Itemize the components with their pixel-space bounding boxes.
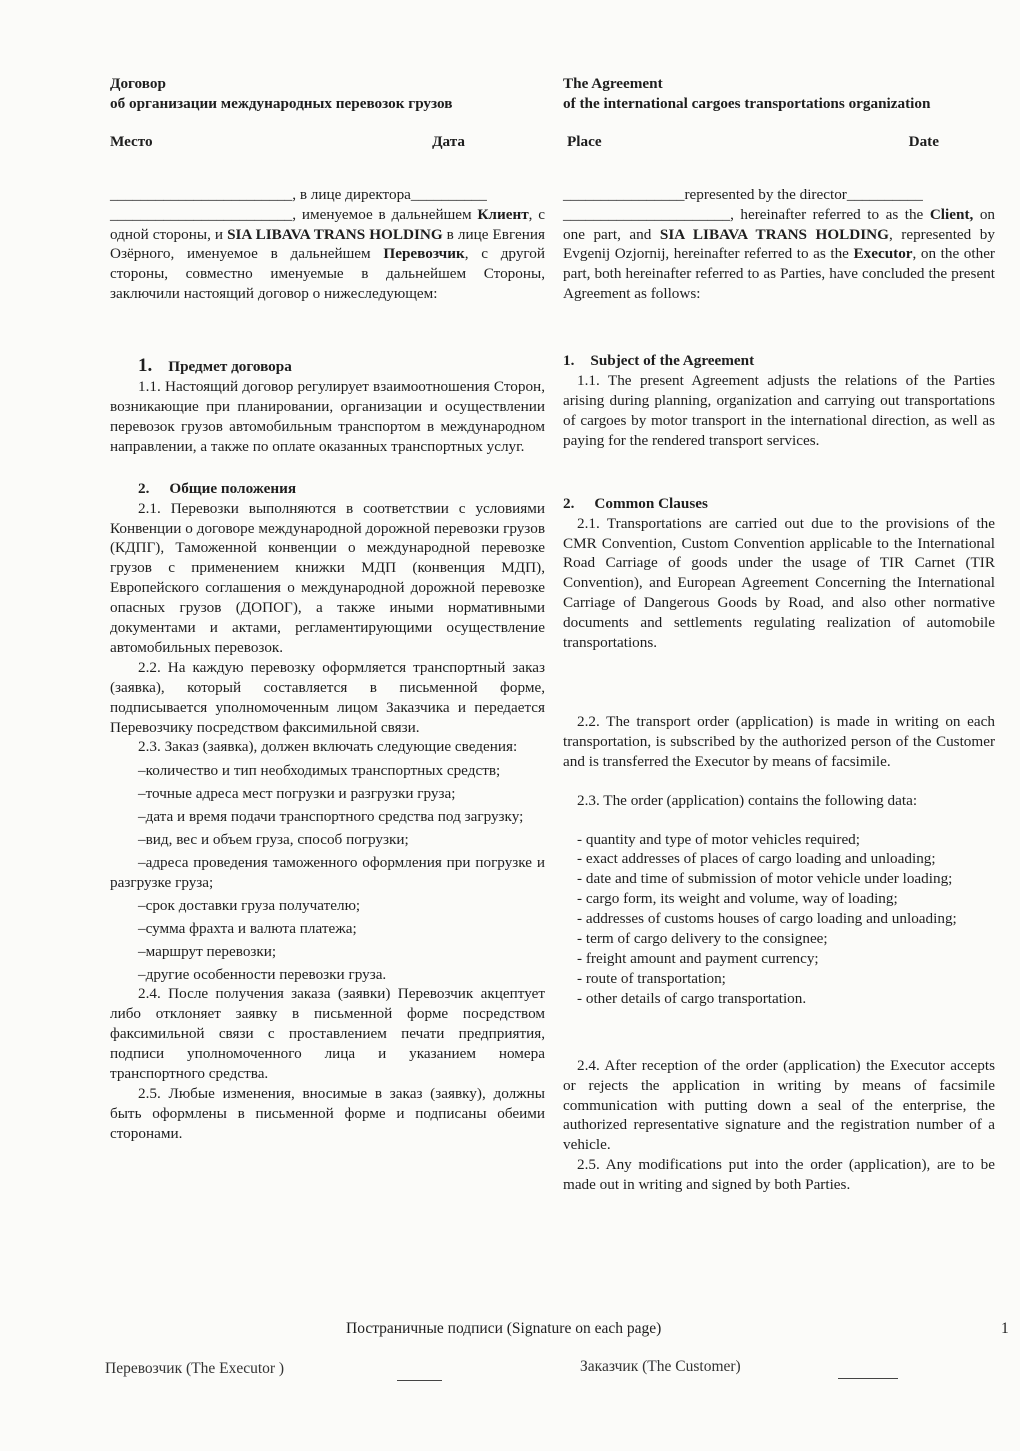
ru-intro (110, 185, 545, 304)
ru-section1-number: 1. (138, 355, 153, 377)
en-intro-part-a: on one part, and (563, 205, 996, 243)
ru-client-term: Клиент (477, 205, 529, 223)
en-date-label: Date (908, 132, 939, 150)
ru-list-item: –другие особенности перевозки груза. (138, 965, 387, 983)
customer-signature-label: Заказчик (The Customer) (580, 1358, 741, 1375)
ru-title-line1: Договор (110, 75, 166, 92)
ru-list-item: –точные адреса мест погрузки и разгрузки груза; (138, 785, 456, 803)
en-company-name: SIA LIBAVA TRANS HOLDING (659, 225, 889, 243)
page-number: 1 (1001, 1320, 1009, 1337)
ru-clause-2-1: 2.1. Перевозки выполняются в соответствии с условиями Конвенции о договоре международной дорожной перевозки грузов (КДПГ), Таможенной конвенции о международной перевозке грузов с применением книжки МДП (конвенция МДП), Европейского соглашения о международной дорожной перевозке опасных грузов (ДОПОГ), а также иными нормативными документами и актами, регламентирующими осуществление автомобильных перевозок. (110, 499, 545, 656)
en-intro (563, 185, 995, 304)
en-place-label: Place (567, 132, 602, 150)
ru-intro-part-c: , с другой стороны, совместно именуемые в дальнейшем Стороны, заключили настоящий договор о нижеследующем: (110, 245, 545, 303)
en-list-item: - other details of cargo transportation. (577, 989, 807, 1007)
en-clause-2-2: 2.2. The transport order (application) is made in writing on each transportation, is subscribed by the authorized person of the Customer and is transferred the Executor by means of facsimile. (563, 712, 995, 770)
ru-list-item: –сумма фрахта и валюта платежа; (138, 919, 357, 937)
ru-list-item: –дата и время подачи транспортного средства под загрузку; (138, 808, 524, 826)
ru-intro-part-a: , с одной стороны, и (110, 205, 546, 243)
ru-clause-1-1: 1.1. Настоящий договор регулирует взаимоотношения Сторон, возникающие при планировании, организации и осуществлении перевозок грузов автомобильным транспортом в международном направлении, а также по оплате оказанных транспортных услуг. (110, 378, 545, 455)
en-list-item: - addresses of customs houses of cargo loading and unloading; (577, 910, 957, 928)
ru-list-item: –адреса проведения таможенного оформления при погрузке и разгрузке груза; (110, 854, 545, 891)
en-list-item: - route of transportation; (577, 969, 726, 987)
ru-section2-heading (110, 479, 545, 499)
ru-title (110, 74, 545, 114)
en-client-term: Client, (929, 205, 974, 223)
ru-date-label: Дата (432, 132, 465, 150)
en-clause-2-3: 2.3. The order (application) contains the following data: (577, 791, 918, 809)
en-intro-line1: ________________represented by the director__________ (563, 185, 923, 203)
en-section2-heading (563, 494, 995, 514)
ru-list-item: –вид, вес и объем груза, способ погрузки; (138, 831, 409, 849)
russian-column (110, 74, 545, 1144)
en-clause-2-1: 2.1. Transportations are carried out due to the provisions of the CMR Convention, Custom Convention applicable to the International Road Carriage of goods under the usage of TIR Carnet (TIR Convention), and European Agreement Concerning the International Carriage of Dangerous Goods by Road, and also other normative documents and settlements regulating realization of automobile transportations. (563, 514, 995, 652)
en-clause-2-4: 2.4. After reception of the order (application) the Executor accepts or rejects the application in writing by means of facsimile communication with putting down a seal of the enterprise, the authorized representative signature and the registration number of a vehicle. (563, 1056, 995, 1154)
en-list-item: - term of cargo delivery to the consignee; (577, 930, 828, 948)
executor-signature-label: Перевозчик (The Executor ) (105, 1360, 285, 1377)
ru-intro-line1: ________________________, в лице директора__________ (110, 185, 487, 203)
en-title (563, 74, 995, 114)
ru-place-label: Место (110, 132, 153, 150)
en-list-item: - quantity and type of motor vehicles required; (577, 830, 860, 848)
en-section1-number: 1. (563, 352, 575, 370)
en-section2-title: Common Clauses (594, 494, 708, 512)
ru-list-item: –маршрут перевозки; (138, 942, 277, 960)
ru-section2-title: Общие положения (169, 479, 297, 497)
en-intro-part-b: , represented by Evgenij Ozjornij, hereinafter referred to as the (563, 225, 995, 263)
ru-section1-title: Предмет договора (168, 358, 292, 376)
customer-signature-line (838, 1378, 898, 1379)
english-column (563, 74, 995, 1195)
ru-intro-line2: ________________________, именуемое в дальнейшем (110, 205, 472, 223)
ru-list-item: –срок доставки груза получателю; (138, 896, 361, 914)
ru-clause-2-5: 2.5. Любые изменения, вносимые в заказ (заявку), должны быть оформлены в письменной форме и подписаны обеими сторонами. (110, 1084, 545, 1142)
ru-clause-2-2: 2.2. На каждую перевозку оформляется транспортный заказ (заявка), который составляется в письменной форме, подписывается уполномоченным лицом Заказчика и передается Перевозчику посредством факсимильной связи. (110, 658, 545, 736)
ru-place-date (110, 132, 545, 152)
executor-signature-line (397, 1380, 442, 1381)
en-title-line2: of the international cargoes transportations organization (563, 94, 931, 112)
ru-intro-part-b: в лице Евгения Озёрного, именуемое в дальнейшем (110, 225, 545, 263)
en-list-item: - date and time of submission of motor vehicle under loading; (577, 870, 953, 888)
ru-company-name: SIA LIBAVA TRANS HOLDING (227, 225, 443, 243)
en-clause-1-1: 1.1. The present Agreement adjusts the relations of the Parties arising during planning, organization and carrying out transportations of cargoes by motor transport in the international direction, as well as paying for the rendered transport services. (563, 372, 995, 449)
en-intro-line2: ______________________, hereinafter referred to as the (563, 205, 924, 223)
en-list-item: - freight amount and payment currency; (577, 950, 819, 967)
ru-section2-number: 2. (138, 479, 150, 497)
en-intro-part-c: , on the other part, both hereinafter referred to as Parties, have concluded the present Agreement as follows: (563, 245, 995, 303)
en-section1-heading (563, 351, 995, 371)
en-section1-title: Subject of the Agreement (590, 352, 755, 370)
ru-carrier-term: Перевозчик (383, 245, 465, 263)
ru-clause-2-4: 2.4. После получения заказа (заявки) Перевозчик акцептует либо отклоняет заявку в письменной форме посредством факсимильной связи с проставлением печати предприятия, подписи уполномоченного лица и указанием номера транспортного средства. (110, 985, 545, 1083)
en-executor-term: Executor (853, 245, 913, 263)
en-list-item: - exact addresses of places of cargo loading and unloading; (577, 850, 936, 868)
ru-title-line2: об организации международных перевозок грузов (110, 94, 453, 112)
signature-note: Постраничные подписи (Signature on each page) (346, 1320, 662, 1337)
en-title-line1: The Agreement (563, 75, 663, 92)
en-section2-number: 2. (563, 494, 575, 512)
ru-clause-2-3: 2.3. Заказ (заявка), должен включать следующие сведения: (138, 738, 518, 756)
ru-section1-heading (110, 356, 545, 377)
en-clause-2-5: 2.5. Any modifications put into the order (application), are to be made out in writing and signed by both Parties. (563, 1156, 995, 1194)
en-list-item: - cargo form, its weight and volume, way of loading; (577, 890, 898, 908)
en-place-date (563, 132, 995, 152)
ru-list-item: –количество и тип необходимых транспортных средств; (138, 762, 501, 780)
